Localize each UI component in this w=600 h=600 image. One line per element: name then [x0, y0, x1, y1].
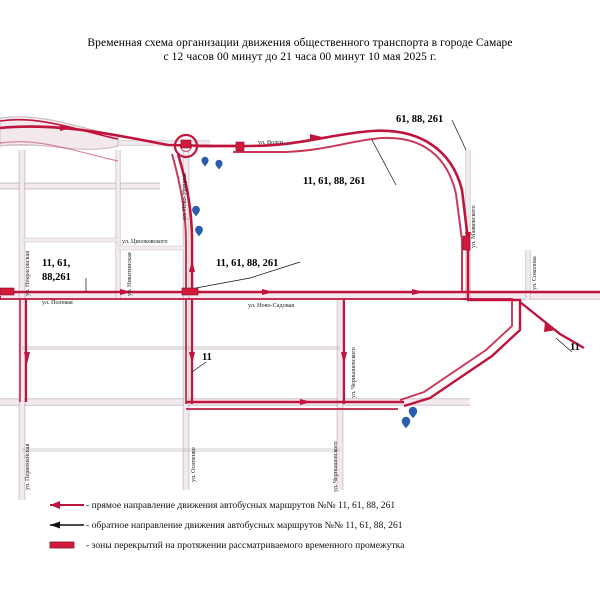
title-line-2: с 12 часов 00 минут до 21 часа 00 минут 10 мая 2025 г.	[163, 51, 437, 64]
legend-item-forward	[40, 498, 560, 512]
legend-backward-text: - обратное направление движения автобусных маршрутов №№ 11, 61, 88, 261	[86, 519, 403, 531]
street-ul-osipenko: ул. Осипенко	[190, 447, 197, 482]
legend-forward-text: - прямое направление движения автобусных маршрутов №№ 11, 61, 88, 261	[86, 499, 396, 511]
street-ul-novo-sadovaya: ул. Ново-Садовая	[248, 302, 295, 309]
route-label-right-11: 11	[570, 342, 580, 353]
street-ul-chernyshevskogo-2: ул. Чернышевского	[350, 347, 357, 398]
route-label-mid: 11, 61, 88, 261	[303, 176, 366, 187]
street-ul-sokolova: ул. Соколова	[531, 256, 538, 290]
street-ul-chernyshevskogo: ул. Чернышевского	[332, 441, 339, 492]
route-label-stack-1: 11, 61,	[42, 258, 71, 269]
legend-zone-text: - зоны перекрытий на протяжении рассматриваемого временного промежутка	[86, 539, 405, 551]
route-label-top: 61, 88, 261	[396, 114, 444, 125]
legend-item-zone	[40, 538, 560, 552]
street-ul-tsiolkovskogo: ул. Циолковского	[122, 238, 168, 245]
street-ul-novo-urbanskaya: ул. Ново-Урицкая	[181, 173, 188, 220]
bus-route-main	[0, 127, 600, 409]
legend	[40, 498, 560, 558]
title-line-1: Временная схема организации движения общественного транспорта в городе Самаре	[87, 37, 513, 49]
street-ul-nekrasovskaya: ул. Некрасовская	[24, 250, 31, 296]
street-ul-polevaya: ул. Полевая	[42, 299, 73, 306]
street-ul-volgi: ул. Волги	[258, 139, 284, 146]
zone-bar-icon	[40, 539, 86, 551]
route-label-stack-2: 88,261	[42, 272, 71, 283]
arrow-backward-icon	[40, 519, 86, 531]
embankment-band	[0, 117, 118, 161]
street-ul-pervomayskaya: ул. Первомайская	[24, 443, 31, 490]
street-ul-nikitinskaya: ул. Никитинская	[126, 252, 133, 296]
road-network	[0, 143, 600, 500]
arrow-forward-icon	[40, 499, 86, 511]
street-ul-mayakovskogo: ул. Маяковского	[470, 205, 477, 248]
legend-item-backward	[40, 518, 560, 532]
route-label-left: 11, 61, 88, 261	[216, 258, 279, 269]
route-label-center-11: 11	[202, 352, 212, 363]
